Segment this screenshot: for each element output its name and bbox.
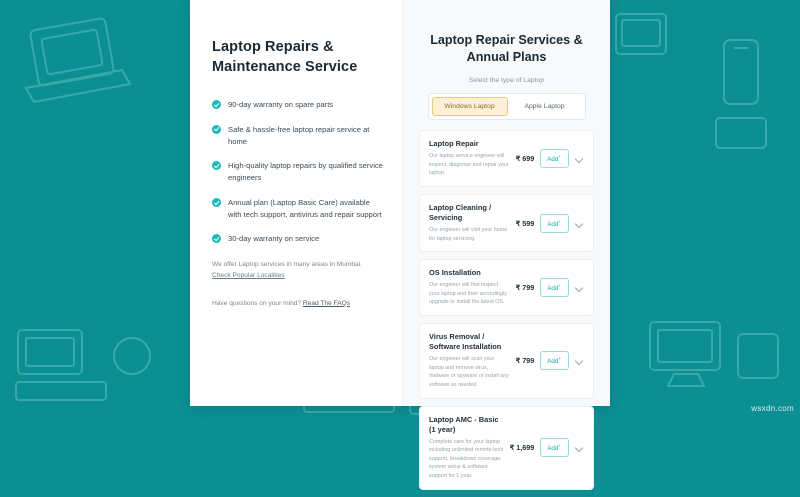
- check-localities-link[interactable]: Check Popular Localities: [212, 272, 285, 280]
- check-icon: [212, 161, 221, 170]
- chevron-down-icon[interactable]: [575, 356, 585, 366]
- add-label: Add: [547, 155, 559, 163]
- plans-title: Laptop Repair Services & Annual Plans: [430, 33, 583, 64]
- service-description: Our laptop service engineer will inspect, diagnose and repair your laptop.: [429, 152, 509, 177]
- service-card: [190, 0, 610, 480]
- keyboard-outline-icon: [10, 316, 160, 406]
- table-row[interactable]: [419, 406, 594, 490]
- service-description: Our engineer will first inspect your laptop and then accordingly upgrade or install the latest OS.: [429, 282, 507, 306]
- tablet-outline-icon: [610, 10, 680, 70]
- service-price: ₹ 699: [515, 153, 535, 163]
- add-button[interactable]: Add+: [540, 351, 569, 370]
- list-item: [212, 160, 384, 184]
- service-title: Laptop Cleaning / Servicing: [429, 202, 491, 222]
- check-icon: [212, 100, 221, 109]
- faq-note: [212, 300, 384, 307]
- add-label: Add: [547, 285, 559, 293]
- chevron-down-icon[interactable]: [575, 283, 585, 293]
- check-icon: [212, 125, 221, 134]
- service-title: Virus Removal / Software Installation: [429, 332, 502, 352]
- service-area-text: We offer Laptop services in many areas in Mumbai.: [212, 261, 363, 269]
- service-title: OS Installation: [429, 268, 481, 278]
- feature-list: [212, 99, 384, 245]
- service-title: Laptop AMC - Basic (1 year): [429, 414, 499, 434]
- feature-text: Safe & hassle-free laptop repair service at home: [228, 124, 370, 146]
- read-faqs-link[interactable]: Read The FAQs: [302, 299, 351, 307]
- service-price: ₹ 599: [515, 218, 535, 228]
- faq-text: Have questions on your mind?: [212, 299, 302, 307]
- service-price: ₹ 799: [515, 356, 535, 366]
- feature-text: High-quality laptop repairs by qualified service engineers: [228, 161, 383, 183]
- laptop-type-toggle[interactable]: [428, 93, 586, 120]
- phone-outline-icon: [706, 34, 776, 154]
- chevron-down-icon[interactable]: [575, 153, 585, 163]
- service-list: [419, 130, 594, 497]
- chevron-down-icon[interactable]: [575, 218, 585, 228]
- tab-windows-laptop[interactable]: Windows Laptop: [432, 97, 508, 116]
- monitor-outline-icon: [630, 314, 790, 404]
- service-description: Complete care for your laptop including unlimited remote tech support, breakdown coverage, system setup & software support for 1 year.: [429, 438, 504, 480]
- check-icon: [212, 234, 221, 243]
- chevron-down-icon[interactable]: [575, 443, 585, 453]
- add-label: Add: [547, 358, 559, 366]
- add-button[interactable]: Add+: [540, 278, 569, 297]
- service-title: Laptop Repair: [429, 139, 479, 148]
- service-price: ₹ 799: [515, 283, 535, 293]
- table-row[interactable]: [419, 259, 594, 316]
- service-description: Our engineer will visit your home for laptop servicing.: [429, 226, 508, 242]
- add-button[interactable]: Add+: [540, 149, 569, 168]
- left-panel: [190, 0, 402, 406]
- laptop-outline-icon: [18, 18, 138, 114]
- add-label: Add: [547, 445, 559, 453]
- service-area-note: [212, 259, 384, 281]
- table-row[interactable]: [419, 194, 594, 252]
- list-item: [212, 233, 384, 245]
- feature-text: 30-day warranty on service: [228, 234, 320, 244]
- list-item: [212, 99, 384, 111]
- list-item: [212, 124, 384, 148]
- feature-text: Annual plan (Laptop Basic Care) available with tech support, antivirus and repair support: [228, 197, 382, 219]
- watermark: wsxdn.com: [751, 404, 794, 413]
- tab-apple-laptop[interactable]: Apple Laptop: [508, 97, 582, 116]
- add-button[interactable]: Add+: [540, 214, 569, 233]
- page-title: Laptop Repairs & Maintenance Service: [212, 39, 358, 75]
- plans-subtitle: Select the type of Laptop: [468, 77, 545, 84]
- table-row[interactable]: [419, 323, 594, 399]
- feature-text: 90-day warranty on spare parts: [228, 100, 334, 110]
- right-panel: [402, 0, 610, 480]
- service-description: Our engineer will scan your laptop and remove virus, malware or spyware or install any software as needed.: [429, 356, 509, 388]
- check-icon: [212, 198, 221, 207]
- list-item: [212, 197, 384, 221]
- add-button[interactable]: Add+: [540, 438, 569, 457]
- service-price: ₹ 1,699: [509, 443, 535, 453]
- table-row[interactable]: [419, 130, 594, 187]
- add-label: Add: [547, 220, 559, 228]
